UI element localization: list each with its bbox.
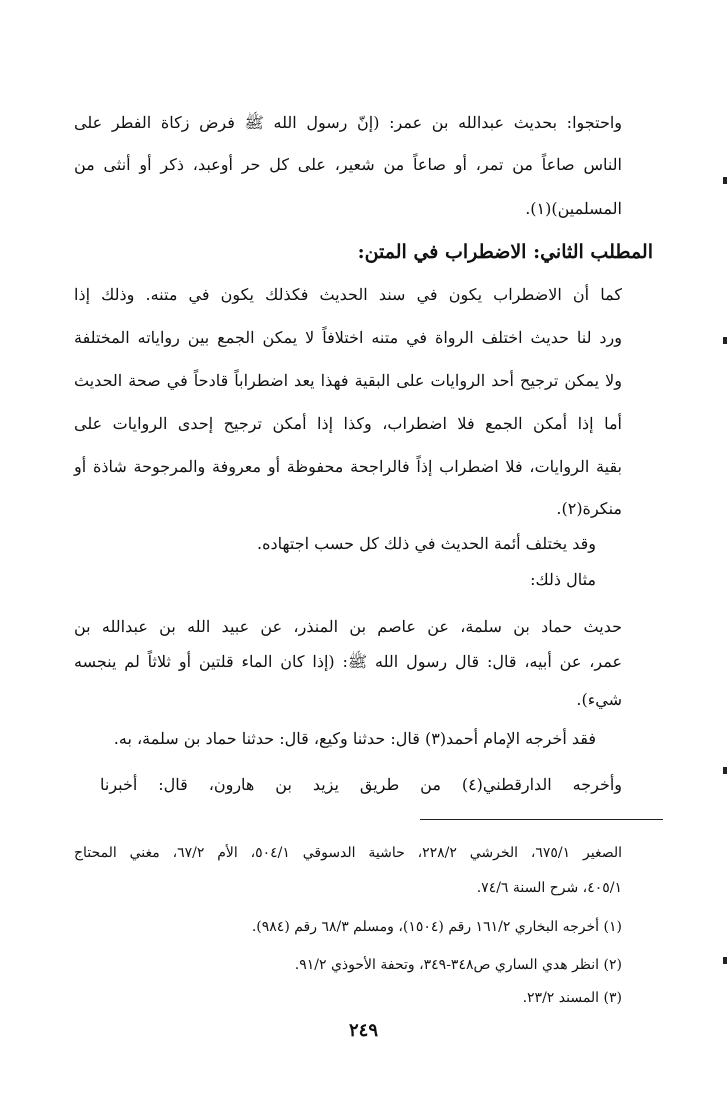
scan-mark: [723, 767, 727, 774]
text-line: المسلمين)(١).: [525, 199, 622, 218]
section-heading: المطلب الثاني: الاضطراب في المتن:: [357, 241, 653, 263]
text-line: شيء).: [576, 690, 622, 709]
text-line: كما أن الاضطراب يكون في سند الحديث فكذلك يكون في متنه. وذلك إذا: [74, 285, 622, 304]
text-line: عمر، عن أبيه، قال: قال رسول الله ﷺ: (إذا كان الماء قلتين أو ثلاثاً لم ينجسه: [74, 652, 622, 671]
footnote-line: (١) أخرجه البخاري ١٦١/٢ رقم (١٥٠٤)، ومسلم ٦٨/٣ رقم (٩٨٤).: [251, 919, 622, 935]
text-line: مثال ذلك:: [530, 570, 596, 589]
text-line: وأخرجه الدارقطني(٤) من طريق يزيد بن هارون، قال: أخبرنا: [100, 775, 622, 794]
text-line: ورد لنا حديث اختلف الرواة في متنه اختلافاً لا يمكن الجمع بين رواياته المختلفة: [74, 328, 622, 347]
text-line: ولا يمكن ترجيح أحد الروايات على البقية فهذا يعد اضطراباً قادحاً في صحة الحديث: [74, 371, 622, 390]
footnote-line: (٣) المسند ٢٣/٢.: [522, 990, 622, 1006]
text-line: منكرة(٢).: [556, 499, 622, 518]
text-line: واحتجوا: بحديث عبدالله بن عمر: (إنّ رسول الله ﷺ فرض زكاة الفطر على: [74, 113, 622, 132]
scan-mark: [723, 337, 727, 344]
page-number: ٢٤٩: [348, 1020, 378, 1041]
text-line: بقية الروايات، فلا اضطراب إذاً فالراجحة محفوظة أو معروفة والمرجوحة شاذة أو: [74, 457, 622, 476]
scan-mark: [723, 177, 727, 184]
footnote-line: (٢) انظر هدي الساري ص٣٤٨-٣٤٩، وتحفة الأحوذي ٩١/٢.: [294, 957, 622, 973]
text-line: حديث حماد بن سلمة، عن عاصم بن المنذر، عن عبيد الله بن عبدالله بن: [74, 617, 623, 636]
text-line: فقد أخرجه الإمام أحمد(٣) قال: حدثنا وكيع، قال: حدثنا حماد بن سلمة، به.: [113, 729, 596, 748]
footnote-line: الصغير ٦٧٥/١، الخرشي ٢٢٨/٢، حاشية الدسوقي ٥٠٤/١، الأم ٦٧/٢، مغني المحتاج: [74, 845, 622, 861]
footnote-line: ٤٠٥/١، شرح السنة ٧٤/٦.: [476, 880, 622, 896]
text-line: وقد يختلف أئمة الحديث في ذلك كل حسب اجتهاده.: [257, 534, 596, 553]
footnote-divider: [420, 819, 663, 820]
scan-mark: [723, 957, 727, 964]
text-line: أما إذا أمكن الجمع فلا اضطراب، وكذا إذا أمكن ترجيح إحدى الروايات على: [74, 414, 622, 433]
text-line: الناس صاعاً من تمر، أو صاعاً من شعير، على كل حر أوعبد، ذكر أو أنثى من: [74, 155, 622, 174]
